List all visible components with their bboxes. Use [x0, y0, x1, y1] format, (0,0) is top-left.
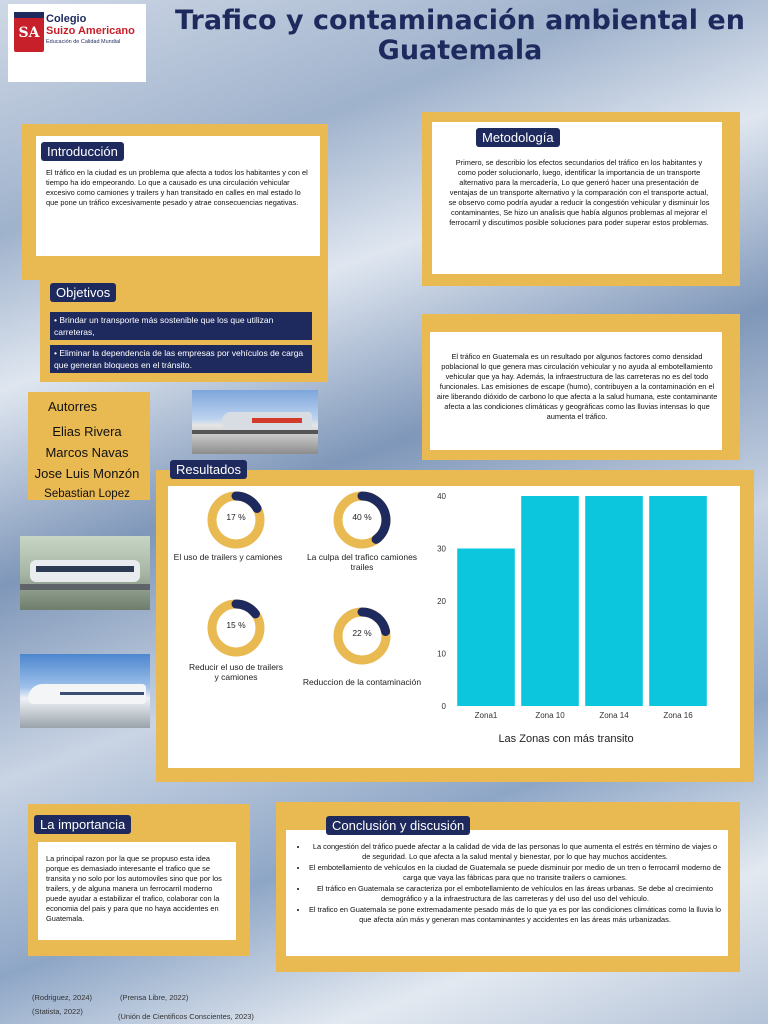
importance-heading: La importancia: [34, 815, 131, 834]
author-name: Marcos Navas: [45, 445, 129, 460]
donut-chart-1: [204, 488, 268, 552]
donut-1-label: El uso de trailers y camiones: [173, 552, 283, 562]
y-tick-label: 40: [437, 492, 446, 501]
donut-chart-2: [330, 488, 394, 552]
objective-item-2: • Eliminar la dependencia de las empresas por vehículos de carga que generan bloqueos en el tránsito.: [50, 345, 312, 373]
logo-mark: SA: [14, 14, 44, 52]
reference-3: (Statista, 2022): [32, 1007, 83, 1016]
logo-line2: Suizo Americano: [46, 25, 135, 37]
train-station-photo: [192, 390, 318, 454]
methodology-text: Primero, se describio los efectos secundarios del tráfico en los habitantes y como poder solucionarlo, luego, identificar la importancia de un transporte alternativo para la mercadería, Lo que generó hacer una presentación de ventajas de un transporte alternativo y la comparación con el transporte actual, se observo como podría ayudar a reducir la congestión vehicular y disminuir los contaminantes, Se hizo un analisis que había algunos problemas al mejorar el ferrocarril y discutimos posible soluciones para poder superar estos problemas.: [448, 158, 710, 227]
intro-heading: Introducción: [41, 142, 124, 161]
monorail-photo: [20, 536, 150, 610]
logo-line3: Educación de Calidad Mundial: [46, 39, 121, 45]
donut-segment: [236, 496, 257, 508]
objective-item-2-text: Eliminar la dependencia de las empresas por vehículos de carga que generan bloqueos en el tránsito.: [54, 348, 304, 370]
conclusion-heading: Conclusión y discusión: [326, 816, 470, 835]
intro-text: El tráfico en la ciudad es un problema que afecta a todos los habitantes y con el tiempo ha ido empeorando. Lo que a causado es una circulación vehicular excesivo como camiones y trailers y han transitado en calles en mal estado lo que pone un tráfico excesivamente pesado y atrae consecuencias negativas.: [46, 168, 308, 207]
importance-text: La principal razon por la que se propuso esta idea porque es demasiado interesante el trafico que se transita y no solo por los automoviles sino que por los trailers, y de alguna manera un ferrocarril moderno puede ayudar a estabilizar el trafico, colaborar con la economia del pais y para que no haya accidentes en Guatemala.: [46, 854, 222, 923]
donut-1-value: 17 %: [226, 512, 246, 522]
x-tick-label: Zona1: [474, 711, 498, 720]
y-tick-label: 10: [437, 649, 446, 659]
author-name: Jose Luis Monzón: [34, 466, 140, 481]
x-tick-label: Zona 10: [535, 711, 565, 720]
author-name: Elias Rivera: [52, 424, 122, 439]
results-heading: Resultados: [170, 460, 247, 479]
x-axis-label: Las Zonas con más transito: [498, 733, 634, 742]
bar-chart: [428, 486, 728, 742]
x-tick-label: Zona 14: [599, 711, 629, 720]
donut-3-value: 15 %: [226, 620, 246, 630]
donut-chart-4: [330, 604, 394, 668]
reference-1: (Rodriguez, 2024): [32, 993, 93, 1002]
author-name: Sebastian Lopez: [44, 488, 130, 500]
donut-2-label: La culpa del trafico camiones trailes: [306, 552, 418, 572]
bullet-train-photo: [20, 654, 150, 728]
logo-line1: Colegio: [46, 13, 87, 25]
donut-2-value: 40 %: [352, 512, 372, 522]
conclusion-item: • El embotellamiento de vehículos en la ciudad de Guatemala se puede disminuir por medio de un tren o ferrocarril moderno de carga que vaya las fábricas para que no transite trailers o camiones.: [308, 863, 722, 883]
y-tick-label: 30: [437, 544, 446, 554]
donut-3-label: Reducir el uso de trailers y camiones: [188, 662, 283, 682]
poster-title: Trafico y contaminación ambiental en Guatemala: [175, 5, 745, 66]
reference-2: (Prensa Libre, 2022): [120, 993, 189, 1002]
donut-chart-3: [204, 596, 268, 660]
objective-item-1-text: Brindar un transporte más sostenible que los que utilizan carreteras,: [54, 315, 274, 337]
x-tick-label: Zona 16: [663, 711, 693, 720]
y-tick-label: 0: [441, 702, 446, 711]
objective-item-1: • Brindar un transporte más sostenible que los que utilizan carreteras,: [50, 312, 312, 340]
donut-segment: [236, 604, 255, 614]
logo-stripe: [14, 12, 44, 18]
conclusion-item: • El tráfico en Guatemala se caracteriza por el embotellamiento de vehículos en las áreas urbanas. Se debe al crecimiento demográfico y a la infraestructura de las carreteras y del uso del uso del vehículo.: [308, 884, 722, 904]
reference-4: (Unión de Cientificos Conscientes, 2023): [118, 1012, 254, 1021]
methodology-heading: Metodología: [476, 128, 560, 147]
donut-4-value: 22 %: [352, 628, 372, 638]
authors-heading: Autorres: [48, 399, 98, 414]
bar: [457, 549, 515, 707]
authors-list: [22, 396, 152, 505]
conclusion-item: • La congestión del tráfico puede afectar a la calidad de vida de las personas lo que aumenta el estrés en término de viajes o de seguridad. Lo que afecta a la salud mental y bienestar, por lo que hay muchos accidentes.: [308, 842, 722, 862]
y-tick-label: 20: [437, 597, 446, 606]
context-text: El tráfico en Guatemala es un resultado por algunos factores como densidad poblacional lo que genera mas circulación vehicular y no ayuda al embotellamiento vehicular que ya hay. Además, la infraestructura de las carreteras no es del todo funcionales. Las emisiones de escape (humo), contribuyen a la contaminación en el aire liberando dióxido de carbono lo que afecta a la salud humana, este contaminante afecta a las condiciones climáticas y geográficas como las lluvias intensas lo que aumenta el tráfico.: [436, 352, 718, 421]
bar: [585, 496, 643, 706]
bar: [649, 496, 707, 706]
objectives-heading: Objetivos: [50, 283, 116, 302]
conclusion-list: [294, 842, 722, 926]
conclusion-item: • El trafico en Guatemala se pone extremadamente pesado más de lo que ya es por las condiciones climáticas como la lluvia lo que afecta aún más y generan mas contaminantes y accidentes en las áreas más urbanizadas.: [308, 905, 722, 925]
donut-4-label: Reduccion de la contaminación: [302, 677, 422, 687]
school-logo: [8, 4, 146, 82]
bar: [521, 496, 579, 706]
